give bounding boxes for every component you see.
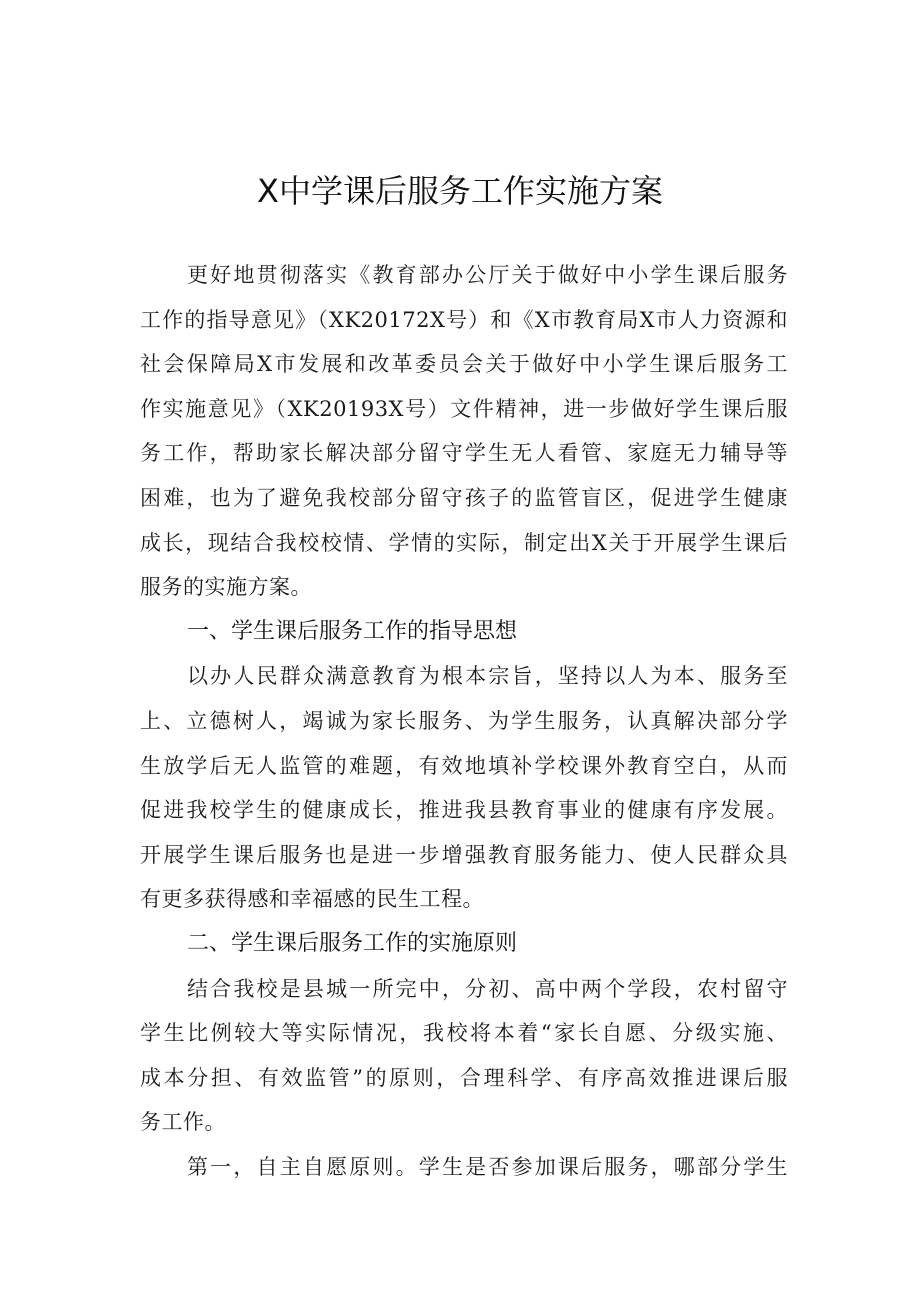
paragraph-line: 生放学后无人监管的难题，有效地填补学校课外教育空白，从而 [140,753,788,778]
paragraph-line: 务工作。 [140,1110,226,1135]
paragraph-line: 以办人民群众满意教育为根本宗旨，坚持以人为本、服务至 [187,664,788,689]
paragraph-line: 上、立德树人，竭诚为家长服务、为学生服务，认真解决部分学 [140,708,788,733]
paragraph-line: 开展学生课后服务也是进一步增强教育服务能力、使人民群众具 [140,842,788,867]
section-heading: 一、学生课后服务工作的指导思想 [187,618,518,644]
paragraph-line: 更好地贯彻落实《教育部办公厅关于做好中小学生课后服务 [187,263,788,287]
paragraph-line: 社会保障局X市发展和改革委员会关于做好中小学生课后服务工 [140,352,788,377]
paragraph-line: 有更多获得感和幸福感的民生工程。 [140,887,484,912]
section-heading: 二、学生课后服务工作的实施原则 [187,930,518,956]
paragraph-line: 成本分担、有效监管”的原则，合理科学、有序高效推进课后服 [140,1065,788,1090]
paragraph-line: 成长，现结合我校校情、学情的实际，制定出X关于开展学生课后 [140,530,788,555]
paragraph-line: 结合我校是县城一所完中，分初、高中两个学段，农村留守 [187,976,788,1001]
document-title: X中学课后服务工作实施方案 [257,172,663,210]
paragraph-line: 第一，自主自愿原则。学生是否参加课后服务，哪部分学生 [187,1154,788,1179]
paragraph-line: 困难，也为了避免我校部分留守孩子的监管盲区，促进学生健康 [140,485,788,510]
paragraph-line: 务工作，帮助家长解决部分留守学生无人看管、家庭无力辅导等 [140,441,788,466]
paragraph-line: 促进我校学生的健康成长，推进我县教育事业的健康有序发展。 [140,798,788,823]
paragraph-line: 学生比例较大等实际情况，我校将本着“家长自愿、分级实施、 [140,1021,788,1046]
paragraph-line: 服务的实施方案。 [140,575,312,600]
paragraph-line: 作实施意见》（XK20193X号）文件精神，进一步做好学生课后服 [140,396,788,421]
paragraph-line: 工作的指导意见》（XK20172X号）和《X市教育局X市人力资源和 [140,307,788,332]
document-body [140,253,788,1189]
